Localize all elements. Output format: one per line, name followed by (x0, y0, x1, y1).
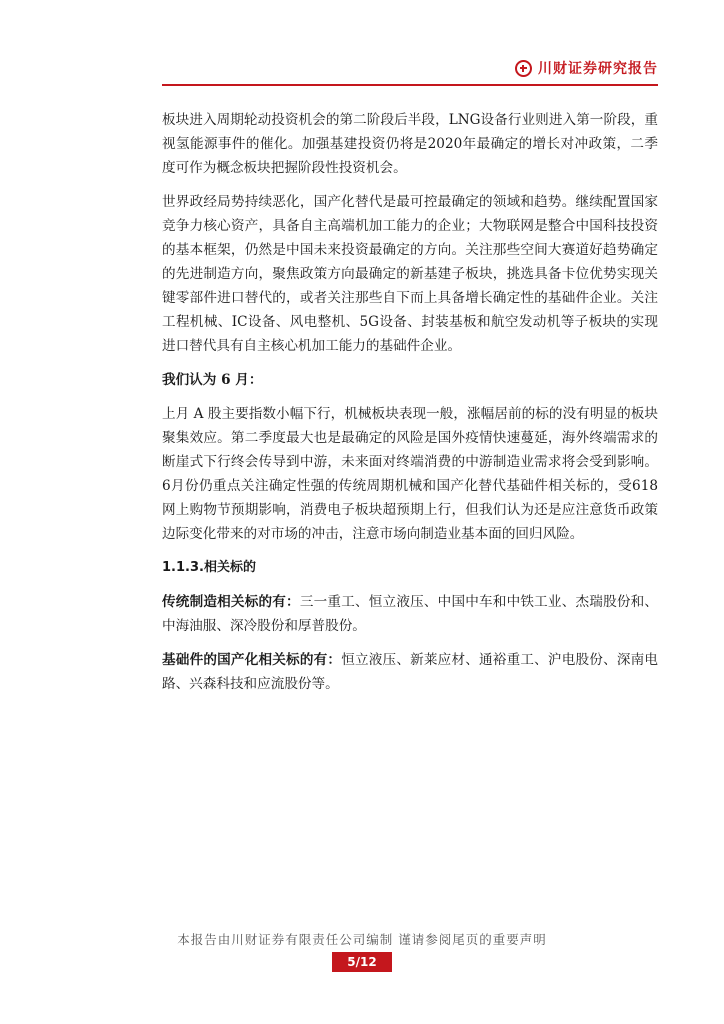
page-header (0, 0, 724, 86)
footer-disclaimer: 本报告由川财证券有限责任公司编制 谨请参阅尾页的重要声明 (177, 932, 547, 947)
paragraph-4: 上月 A 股主要指数小幅下行，机械板块表现一般，涨幅居前的标的没有明显的板块聚集效应。第二季度最大也是最确定的风险是国外疫情快速蔓延，海外终端需求的断崖式下行终会传导到中游，未来面对终端消费的中游制造业需求将会受到影响。6月份仍重点关注确定性强的传统周期机械和国产化替代基础件相关标的，受618网上购物节预期影响，消费电子板块超预期上行，但我们认为还是应注意货币政策边际变化带来的对市场的冲击，注意市场向制造业基本面的回归风险。 (162, 406, 658, 542)
brand-title (515, 58, 658, 78)
paragraph-5-text: 三一重工、恒立液压、中国中车和中铁工业、杰瑞股份和、中海油服、深冷股份和厚普股份。 (162, 594, 659, 634)
section-heading: 1.1.3.相关标的 (162, 560, 256, 575)
paragraph-5-lead: 传统制造相关标的有： (162, 594, 300, 610)
paragraph-6-text: 恒立液压、新莱应材、通裕重工、沪电股份、深南电路、兴森科技和应流股份等。 (162, 652, 659, 692)
paragraph-2: 世界政经局势持续恶化，国产化替代是最可控最确定的领域和趋势。继续配置国家竞争力核心资产，具备自主高端机加工能力的企业；大物联网是整合中国科技投资的基本框架，仍然是中国未来投资最确定的方向。关注那些空间大赛道好趋势确定的先进制造方向，聚焦政策方向最确定的新基建子板块，挑选具备卡位优势实现关键零部件进口替代的，或者关注那些自下而上具备增长确定性的基础件企业。关注工程机械、IC设备、风电整机、5G设备、封装基板和航空发动机等子板块的实现进口替代具有自主核心机加工能力的基础件企业。 (162, 194, 658, 354)
report-body (162, 108, 658, 706)
paragraph-6 (162, 648, 658, 696)
brand-name: 川财证券研究报告 (538, 61, 658, 77)
page-number: 5/12 (332, 952, 392, 972)
paragraph-5 (162, 590, 658, 638)
header-divider (162, 84, 658, 86)
paragraph-1: 板块进入周期轮动投资机会的第二阶段后半段，LNG设备行业则进入第一阶段，重视氢能源事件的催化。加强基建投资仍将是2020年最确定的增长对冲政策，二季度可作为概念板块把握阶段性投资机会。 (162, 112, 658, 176)
chuancai-logo-icon (515, 60, 532, 77)
paragraph-6-lead: 基础件的国产化相关标的有： (162, 652, 342, 668)
paragraph-3-title: 我们认为 6 月： (162, 372, 263, 388)
